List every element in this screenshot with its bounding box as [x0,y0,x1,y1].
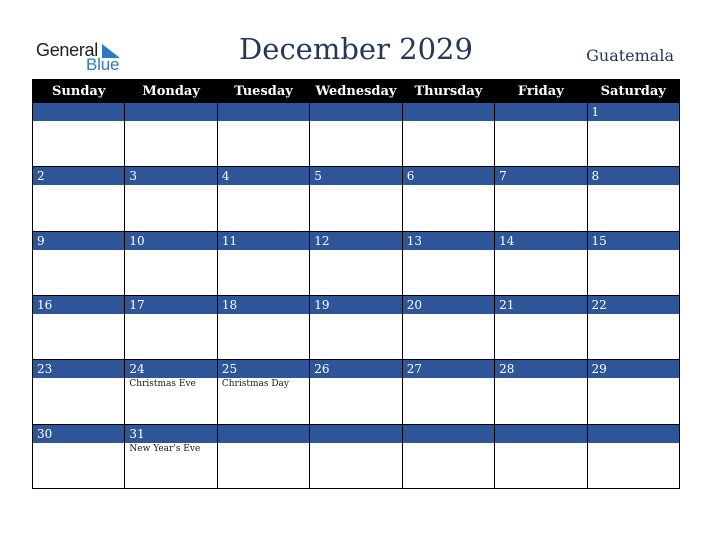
calendar-day-cell [587,360,679,424]
calendar-week-row [33,424,680,488]
calendar-week-row [33,295,680,359]
calendar-day-cell [310,360,402,424]
calendar-day-cell [587,231,679,295]
calendar-day-cell [33,360,125,424]
calendar-day-cell [125,167,217,231]
day-number-bar [310,425,401,443]
day-number-bar [495,103,586,121]
day-number-bar: 4 [218,167,309,185]
day-number-bar: 17 [125,296,216,314]
calendar-day-cell [33,103,125,167]
calendar-day-cell [217,424,309,488]
calendar-day-cell [587,424,679,488]
day-number-bar: 3 [125,167,216,185]
day-number-bar: 18 [218,296,309,314]
day-number-bar: 1 [588,103,679,121]
day-number-bar: 5 [310,167,401,185]
calendar-day-cell [402,231,494,295]
day-number-bar [310,103,401,121]
day-number-bar [218,103,309,121]
day-number-bar: 13 [403,232,494,250]
calendar-day-cell [495,167,587,231]
day-number-bar: 29 [588,360,679,378]
calendar-day-cell [217,295,309,359]
calendar-week-row [33,231,680,295]
day-number-bar: 21 [495,296,586,314]
day-number-bar [403,425,494,443]
calendar-day-cell [587,167,679,231]
day-number-bar: 20 [403,296,494,314]
logo-text-blue: Blue [86,55,120,74]
day-number-bar: 26 [310,360,401,378]
day-number-bar: 14 [495,232,586,250]
calendar-day-cell [310,424,402,488]
calendar-day-cell [495,231,587,295]
holiday-label: New Year's Eve [129,443,201,454]
calendar-day-cell [402,295,494,359]
calendar-day-cell [587,103,679,167]
holiday-label: Christmas Eve [129,379,196,390]
day-number-bar: 30 [33,425,124,443]
calendar-day-cell [217,231,309,295]
weekday-header: Wednesday [310,80,402,103]
day-number-bar: 8 [588,167,679,185]
calendar-week-row [33,103,680,167]
day-number-bar [403,103,494,121]
weekday-header: Friday [495,80,587,103]
calendar-day-cell [495,103,587,167]
calendar-day-cell [217,360,309,424]
day-number-bar: 12 [310,232,401,250]
calendar-day-cell [33,424,125,488]
month-calendar [32,79,680,489]
day-number-bar [588,425,679,443]
calendar-day-cell [310,295,402,359]
weekday-header: Saturday [587,80,679,103]
day-number-bar: 10 [125,232,216,250]
calendar-day-cell [33,167,125,231]
day-number-bar: 28 [495,360,586,378]
day-number-bar: 16 [33,296,124,314]
day-number-bar: 11 [218,232,309,250]
calendar-day-cell [402,424,494,488]
calendar-day-cell [310,103,402,167]
day-number-bar: 19 [310,296,401,314]
day-number-bar: 23 [33,360,124,378]
day-number-bar: 15 [588,232,679,250]
day-number-bar: 24 [125,360,216,378]
day-number-bar: 27 [403,360,494,378]
calendar-day-cell [125,360,217,424]
weekday-header: Monday [125,80,217,103]
day-number-bar [125,103,216,121]
calendar-day-cell [125,295,217,359]
day-number-bar: 31 [125,425,216,443]
day-number-bar [33,103,124,121]
calendar-day-cell [495,424,587,488]
calendar-day-cell [495,360,587,424]
calendar-day-cell [402,360,494,424]
page-title: December 2029 [239,32,473,66]
calendar-day-cell [33,231,125,295]
calendar-day-cell [125,424,217,488]
weekday-header: Sunday [33,80,125,103]
calendar-day-cell [217,103,309,167]
logo-text-general: General [36,40,98,60]
day-number-bar [495,425,586,443]
day-number-bar: 22 [588,296,679,314]
calendar-day-cell [587,295,679,359]
day-number-bar: 9 [33,232,124,250]
country-label: Guatemala [586,46,674,65]
calendar-week-row [33,167,680,231]
calendar-week-row [33,360,680,424]
calendar-day-cell [125,103,217,167]
calendar-day-cell [125,231,217,295]
weekday-header-row [33,80,680,103]
day-number-bar: 7 [495,167,586,185]
calendar-day-cell [310,231,402,295]
holiday-label: Christmas Day [221,379,289,390]
calendar-day-cell [402,167,494,231]
calendar-day-cell [217,167,309,231]
day-number-bar [218,425,309,443]
day-number-bar: 2 [33,167,124,185]
day-number-bar: 6 [403,167,494,185]
calendar-day-cell [310,167,402,231]
calendar-day-cell [495,295,587,359]
weekday-header: Thursday [402,80,494,103]
calendar-day-cell [33,295,125,359]
calendar-day-cell [402,103,494,167]
weekday-header: Tuesday [217,80,309,103]
day-number-bar: 25 [218,360,309,378]
